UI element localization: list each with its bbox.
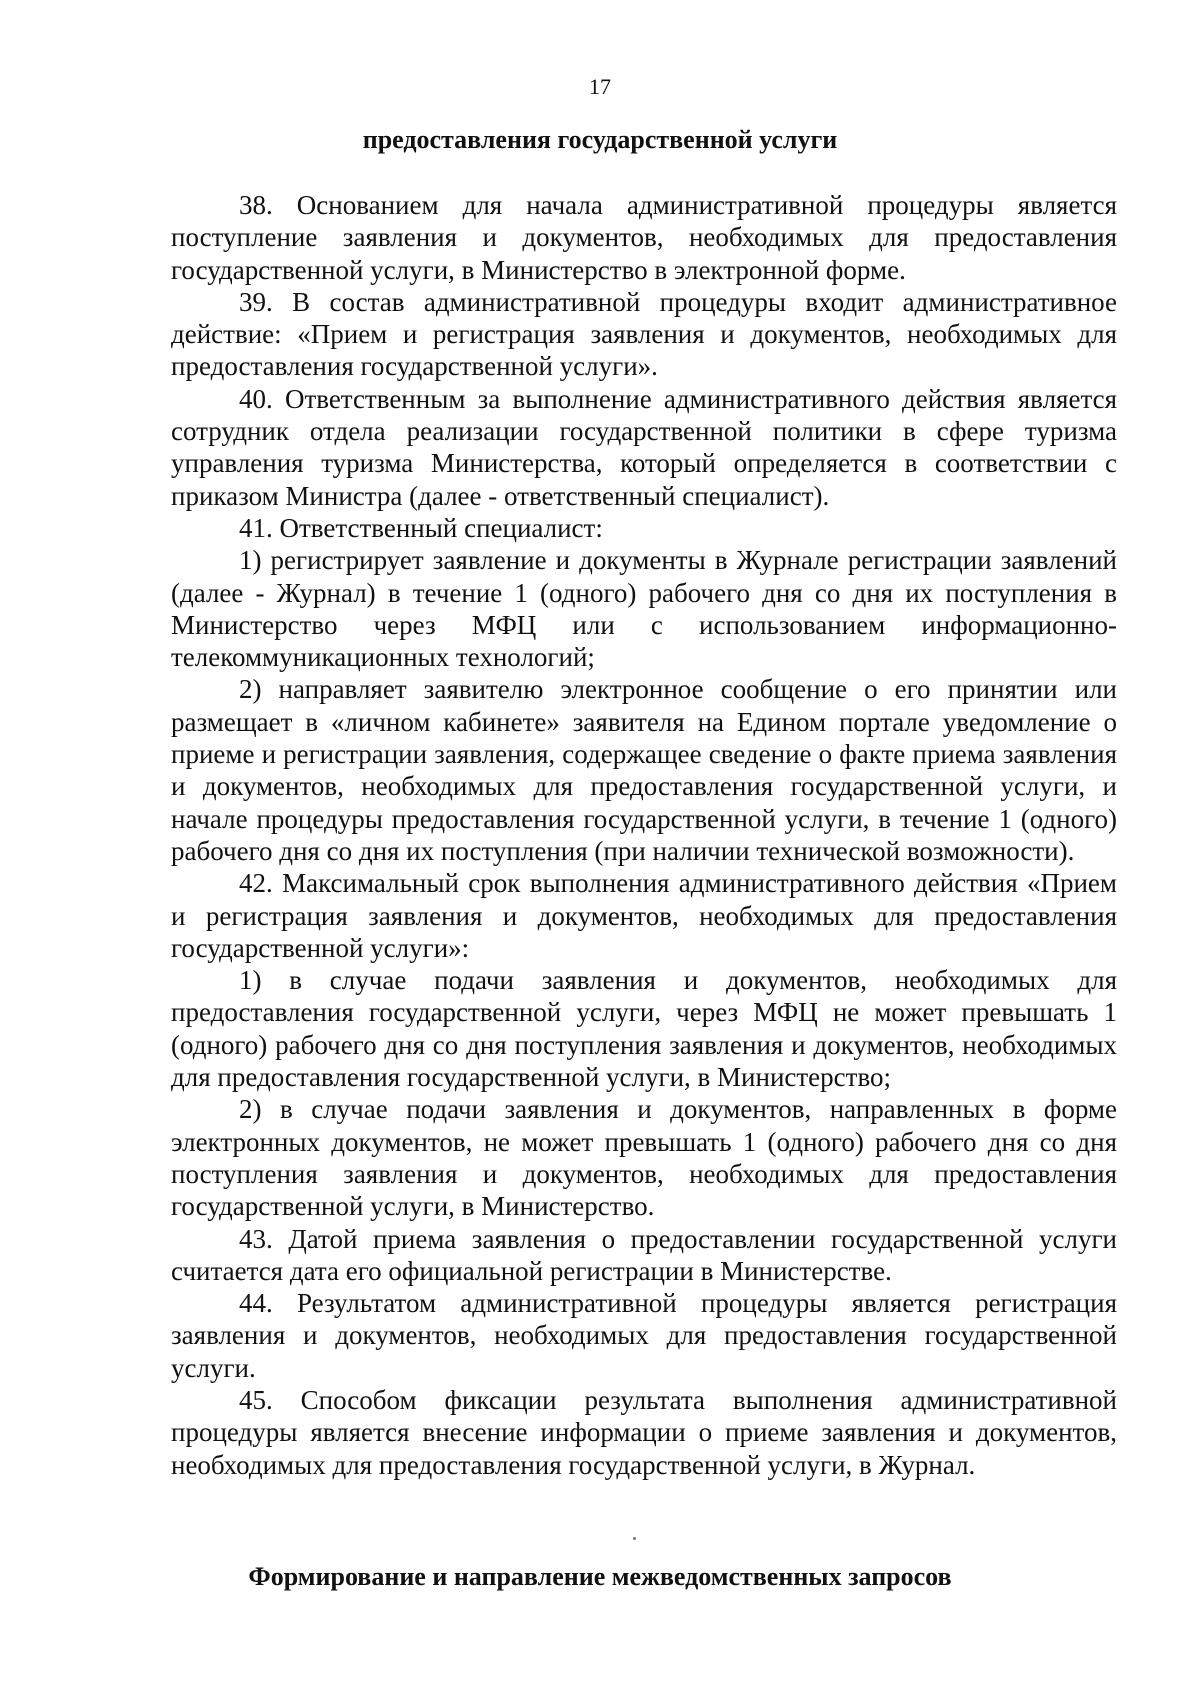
paragraph-42-item-1: 1) в случае подачи заявления и документов, необходимых для предоставления государственной услуги, через МФЦ не может превышать 1 (одного) рабочего дня со дня поступления заявления и документов, необходимых для предоставления государственной услуги, в Министерство; bbox=[171, 965, 1117, 1093]
section-heading-bottom: Формирование и направление межведомственных запросов bbox=[248, 1562, 952, 1591]
paragraph-43: 43. Датой приема заявления о предоставлении государственной услуги считается дата его официальной регистрации в Министерстве. bbox=[171, 1223, 1117, 1286]
paragraph-41-item-2: 2) направляет заявителю электронное сообщение о его принятии или размещает в «личном кабинете» заявителя на Едином портале уведомление о приеме и регистрации заявления, содержащее сведение о факте приема заявления и документов, необходимых для предоставления государственной услуги, и начале процедуры предоставления государственной услуги, в течение 1 (одного) рабочего дня со дня их поступления (при наличии технической возможности). bbox=[171, 674, 1117, 866]
paragraph-45: 45. Способом фиксации результата выполнения административной процедуры является внесение информации о приеме заявления и документов, необходимых для предоставления государственной услуги, в Журнал. bbox=[171, 1384, 1117, 1480]
scan-speck bbox=[633, 1537, 636, 1540]
paragraph-41: 41. Ответственный специалист: bbox=[239, 512, 603, 543]
paragraph-40: 40. Ответственным за выполнение административного действия является сотрудник отдела реализации государственной политики в сфере туризма управления туризма Министерства, который определяется в соответствии с приказом Министра (далее - ответственный специалист). bbox=[171, 383, 1117, 511]
section-heading-top: предоставления государственной услуги bbox=[362, 125, 838, 154]
paragraph-39: 39. В состав административной процедуры входит административное действие: «Прием и регистрация заявления и документов, необходимых для предоставления государственной услуги». bbox=[171, 286, 1117, 382]
page-number: 17 bbox=[589, 74, 611, 99]
paragraph-44: 44. Результатом административной процедуры является регистрация заявления и документов, необходимых для предоставления государственной услуги. bbox=[171, 1288, 1117, 1383]
paragraph-42: 42. Максимальный срок выполнения административного действия «Прием и регистрация заявления и документов, необходимых для предоставления государственной услуги»: bbox=[171, 868, 1117, 963]
paragraph-41-item-1: 1) регистрирует заявление и документы в Журнале регистрации заявлений (далее - Журнал) в течение 1 (одного) рабочего дня со дня их поступления в Министерство через МФЦ или с использованием информационно-телекоммуникационных технологий; bbox=[171, 545, 1117, 673]
paragraph-42-item-2: 2) в случае подачи заявления и документов, направленных в форме электронных документов, не может превышать 1 (одного) рабочего дня со дня поступления заявления и документов, необходимых для предоставления государственной услуги, в Министерство. bbox=[171, 1094, 1117, 1222]
body-text bbox=[171, 189, 1117, 1481]
paragraph-38: 38. Основанием для начала административной процедуры является поступление заявления и документов, необходимых для предоставления государственной услуги, в Министерство в электронной форме. bbox=[171, 190, 1117, 285]
